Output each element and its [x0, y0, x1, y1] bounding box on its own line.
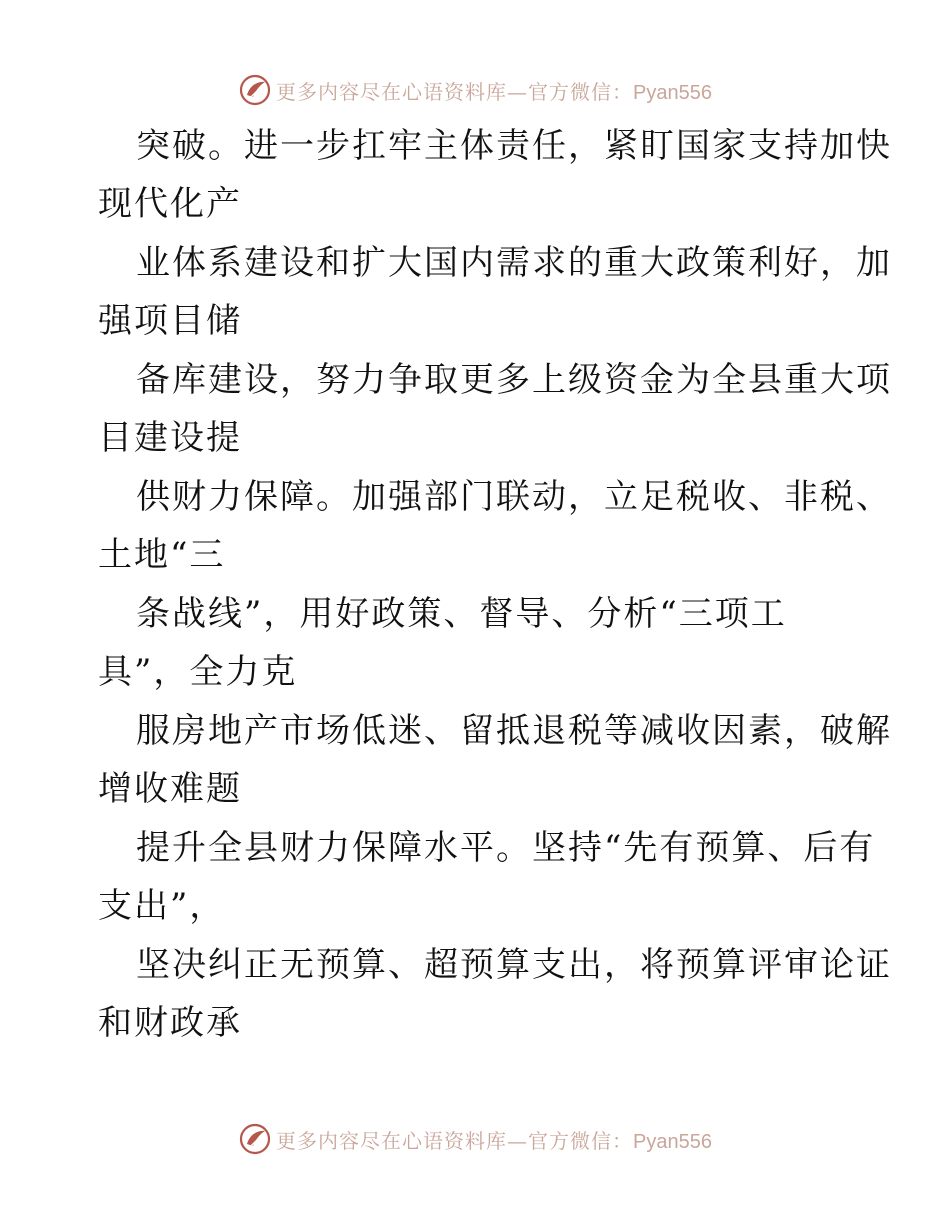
paragraph-5 — [98, 585, 868, 701]
watermark-logo-icon — [238, 73, 272, 107]
paragraph-1 — [98, 117, 892, 233]
paragraph-line: 提升全县财力保障水平。坚持“先有预算、后有 — [136, 828, 876, 868]
paragraph-line: 供财力保障。加强部门联动，立足税收、非税、 — [136, 477, 892, 517]
paragraph-line: 土地“三 — [98, 535, 226, 575]
paragraph-line: 业体系建设和扩大国内需求的重大政策利好，加 — [136, 243, 892, 283]
watermark-id: Pyan556 — [633, 1130, 712, 1153]
paragraph-3 — [98, 351, 892, 467]
watermark-text: 更多内容尽在心语资料库—官方微信：Pyan556 — [276, 1128, 712, 1153]
paragraph-line: 支出”， — [98, 886, 226, 926]
watermark-text: 更多内容尽在心语资料库—官方微信：Pyan556 — [276, 79, 712, 104]
footer-watermark — [0, 1119, 950, 1159]
paragraph-line: 目建设提 — [98, 418, 242, 458]
watermark-id: Pyan556 — [633, 81, 712, 104]
header-watermark — [0, 70, 950, 110]
paragraph-line: 现代化产 — [98, 184, 242, 224]
paragraph-line: 具”，全力克 — [98, 652, 298, 692]
paragraph-line: 增收难题 — [98, 769, 242, 809]
paragraph-2 — [98, 234, 892, 350]
paragraph-8 — [98, 936, 892, 1052]
paragraph-6 — [98, 702, 892, 818]
paragraph-line: 突破。进一步扛牢主体责任，紧盯国家支持加快 — [136, 126, 892, 166]
paragraph-line: 和财政承 — [98, 1003, 242, 1043]
paragraph-line: 条战线”，用好政策、督导、分析“三项工 — [136, 594, 787, 634]
watermark-logo-icon — [238, 1122, 272, 1156]
paragraph-line: 坚决纠正无预算、超预算支出，将预算评审论证 — [136, 945, 892, 985]
paragraph-line: 服房地产市场低迷、留抵退税等减收因素，破解 — [136, 711, 892, 751]
paragraph-7 — [98, 819, 876, 935]
paragraph-4 — [98, 468, 892, 584]
paragraph-line: 强项目储 — [98, 301, 242, 341]
paragraph-line: 备库建设，努力争取更多上级资金为全县重大项 — [136, 360, 892, 400]
